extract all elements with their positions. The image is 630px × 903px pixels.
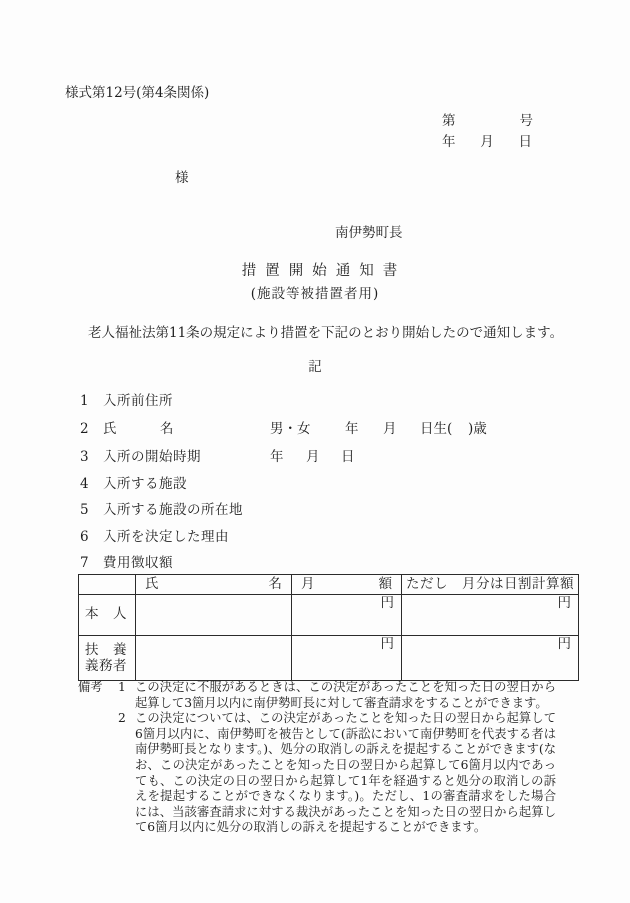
date-year-label: 年 — [442, 134, 456, 150]
header-proration-note-cell: ただし 月分は日割計算額 — [402, 575, 579, 595]
supporter-label-line2: 義務者 — [85, 658, 127, 674]
person-monthly-yen-cell: 円 — [292, 595, 402, 636]
item-label: 入所する施設 — [103, 476, 187, 492]
cost-table — [78, 574, 579, 681]
item-number: 3 — [80, 449, 89, 465]
item-decision-reason — [0, 530, 630, 546]
item-label: 入所の開始時期 — [103, 449, 201, 465]
supporter-monthly-yen-cell: 円 — [292, 636, 402, 681]
document-number-line — [442, 114, 533, 130]
item-number: 2 — [80, 421, 89, 437]
item-cost-collection — [0, 556, 630, 572]
supporter-name-cell — [136, 636, 292, 681]
birth-year-label: 年 — [345, 421, 359, 437]
header-name-right: 名 — [268, 575, 282, 592]
supporter-label-line1: 扶 養 — [85, 642, 127, 658]
table-row-person — [79, 595, 579, 636]
item-label: 費用徴収額 — [103, 555, 173, 571]
item-number: 5 — [80, 502, 89, 518]
item-name — [0, 422, 630, 438]
doc-no-prefix: 第 — [442, 113, 456, 129]
document-subtitle: (施設等被措置者用) — [250, 286, 380, 302]
remark-note-text: この決定については、この決定があったことを知った日の翌日から起算して6箇月以内に、南伊勢町を被告として(訴訟において南伊勢町を代表する者は南伊勢町長となります。)、処分の取消しの訴えを提起することができます(なお、この決定があったことを知った日の翌日から起算して6箇月以内であっても、この決定の日の翌日から起算して1年を経過すると処分の取消しの訴えを提起することができなくなります。)。ただし、1の審査請求をした場合には、当該審査請求に対する裁決があったことを知った日の翌日から起算して6箇月以内に処分の取消しの訴えを提起することができます。 — [135, 711, 556, 835]
item-label: 入所を決定した理由 — [103, 529, 229, 545]
item-admission-start — [0, 450, 630, 466]
remarks-notes — [118, 680, 556, 836]
item-number: 7 — [80, 555, 89, 571]
cost-table-header-row — [79, 575, 579, 595]
table-row-supporter — [79, 636, 579, 681]
body-paragraph: 老人福祉法第11条の規定により措置を下記のとおり開始したので通知します。 — [88, 325, 564, 341]
item-pre-admission-address — [0, 394, 630, 410]
remarks-section — [78, 680, 556, 836]
remark-note-number: 1 — [118, 680, 126, 694]
item-label: 入所前住所 — [103, 393, 173, 409]
item-facility-address — [0, 503, 630, 519]
date-month-label: 月 — [480, 134, 494, 150]
item-facility — [0, 477, 630, 493]
start-month-label: 月 — [306, 449, 320, 465]
item-number: 1 — [80, 393, 89, 409]
ki-mark: 記 — [308, 359, 322, 375]
header-amount-right: 額 — [378, 575, 392, 592]
date-day-label: 日 — [518, 134, 532, 150]
header-name-left: 氏 — [145, 575, 159, 592]
remarks-label: 備考 — [78, 680, 103, 694]
remark-note-number: 2 — [118, 711, 126, 726]
addressee-suffix: 様 — [175, 170, 189, 186]
header-monthly-amount-cell — [292, 575, 402, 595]
row-label-person: 本 人 — [79, 595, 136, 636]
start-day-label: 日 — [341, 449, 355, 465]
birth-day-label: 日生( — [420, 421, 453, 437]
item-number: 6 — [80, 529, 89, 545]
header-month-left: 月 — [301, 575, 315, 592]
sender-title: 南伊勢町長 — [335, 225, 403, 241]
birth-month-label: 月 — [383, 421, 397, 437]
row-label-supporter — [79, 636, 136, 681]
remark-note-1 — [118, 680, 556, 711]
form-number-label: 様式第12号(第4条関係) — [65, 85, 210, 101]
person-proration-yen-cell: 円 — [402, 595, 579, 636]
document-title: 措置開始通知書 — [241, 263, 407, 279]
supporter-proration-yen-cell: 円 — [402, 636, 579, 681]
person-name-cell — [136, 595, 292, 636]
item-number: 4 — [80, 476, 89, 492]
date-line — [442, 135, 532, 151]
doc-no-suffix: 号 — [519, 113, 533, 129]
item-label: 入所する施設の所在地 — [103, 502, 243, 518]
gender-label: 男・女 — [270, 421, 311, 437]
remark-note-text: この決定に不服があるときは、この決定があったことを知った日の翌日から起算して3箇月以内に南伊勢町長に対して審査請求をすることができます。 — [135, 680, 556, 710]
remark-note-2 — [118, 711, 556, 836]
age-label: )歳 — [468, 421, 487, 437]
header-empty-cell — [79, 575, 136, 595]
header-name-cell — [136, 575, 292, 595]
start-year-label: 年 — [270, 449, 284, 465]
name-label-right: 名 — [160, 421, 174, 437]
name-label-left: 氏 — [103, 421, 117, 437]
